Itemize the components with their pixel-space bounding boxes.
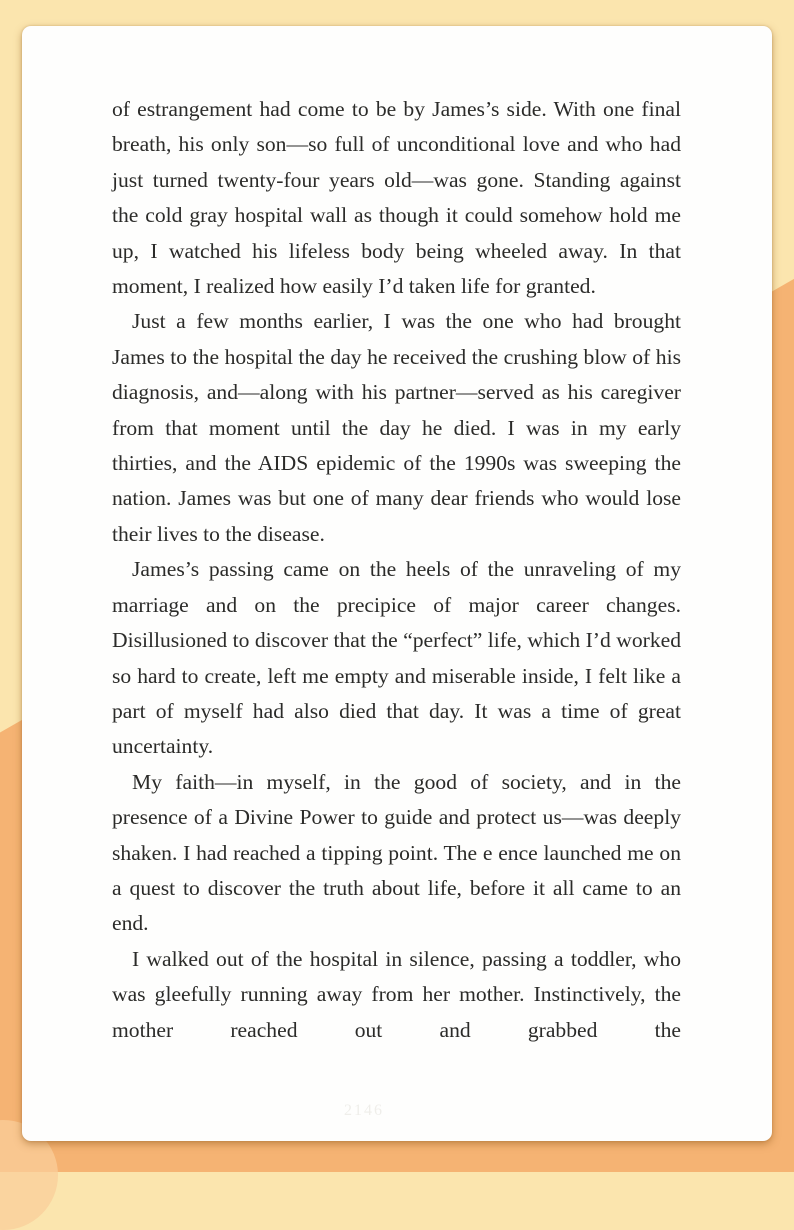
paragraph: I walked out of the hospital in silence, passing a toddler, who was gleefully running away from her mother. Instinctively, the mother reached out and grabbed the: [112, 946, 681, 1042]
paragraph: Just a few months earlier, I was the one who had brought James to the hospital the day he received the crushing blow of his diagnosis, and—along with his partner—served as his caregiver from that moment until the day he died. I was in my early thirties, and the AIDS epidemic of the 1990s was sweeping the nation. James was but one of many dear friends who would lose their lives to the disease.: [112, 309, 681, 546]
paragraph: My faith—in myself, in the good of society, and in the presence of a Divine Power to guide and protect us—was deeply shaken. I had reached a tipping point. The e ence launched me on a quest to discover the truth about life, before it all came to an end.: [112, 769, 681, 936]
paragraph: James’s passing came on the heels of the unraveling of my marriage and on the precipice of major career changes. Disillusioned to discover that the “perfect” life, which I’d worked so hard to create, left me empty and miserable inside, I felt like a part of myself had also died that day. It was a time of great uncertainty.: [112, 557, 681, 759]
book-page[interactable]: [22, 26, 772, 1141]
paragraph: of estrangement had come to be by James’s side. With one final breath, his only son—so full of unconditional love and who had just turned twenty-four years old—was gone. Standing against the cold gray hospital wall as though it could somehow hold me up, I watched his lifeless body being wheeled away. In that moment, I realized how easily I’d taken life for granted.: [112, 97, 681, 299]
page-number-faint: 2146: [344, 1102, 384, 1119]
page-text: [22, 26, 772, 1048]
